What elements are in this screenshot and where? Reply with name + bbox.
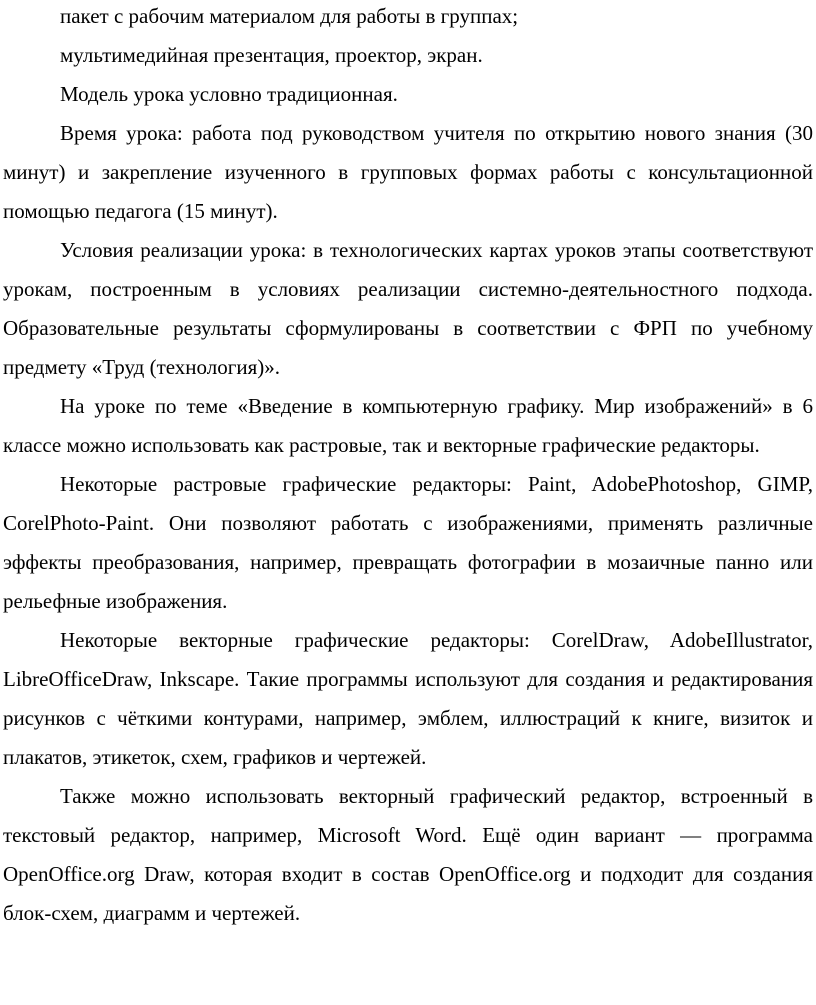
paragraph-vector-editors: Некоторые векторные графические редакторы: CorelDraw, AdobeIllustrator, LibreOfficeDraw, Inkscape. Такие программы используют для создания и редактирования рисунков с чёткими контурами, например, эмблем, иллюстраций к книге, визиток и плакатов, этикеток, схем, графиков и чертежей. (3, 628, 813, 769)
paragraph-lesson-model: Модель урока условно традиционная. (60, 82, 398, 106)
paragraph-lesson-time: Время урока: работа под руководством учителя по открытию нового знания (30 минут) и закрепление изученного в групповых формах работы с консультационной помощью педагога (15 минут). (3, 121, 813, 223)
paragraph-lesson-topic: На уроке по теме «Введение в компьютерную графику. Мир изображений» в 6 классе можно использовать как растровые, так и векторные графические редакторы. (3, 394, 813, 457)
paragraph-builtin-editors: Также можно использовать векторный графический редактор, встроенный в текстовый редактор, например, Microsoft Word. Ещё один вариант — программа OpenOffice.org Draw, которая входит в состав OpenOffice.org и подходит для создания блок-схем, диаграмм и чертежей. (3, 784, 813, 925)
paragraph-raster-editors: Некоторые растровые графические редакторы: Paint, AdobePhotoshop, GIMP, CorelPhoto-Paint. Они позволяют работать с изображениями, применять различные эффекты преобразования, например, превращать фотографии в мозаичные панно или рельефные изображения. (3, 472, 813, 613)
paragraph-lesson-conditions: Условия реализации урока: в технологических картах уроков этапы соответствуют урокам, построенным в условиях реализации системно-деятельностного подхода. Образовательные результаты сформулированы в соответствии с ФРП по учебному предмету «Труд (технология)». (3, 238, 813, 379)
list-item-materials: пакет с рабочим материалом для работы в группах; (60, 4, 519, 28)
list-item-multimedia: мультимедийная презентация, проектор, экран. (60, 43, 483, 67)
